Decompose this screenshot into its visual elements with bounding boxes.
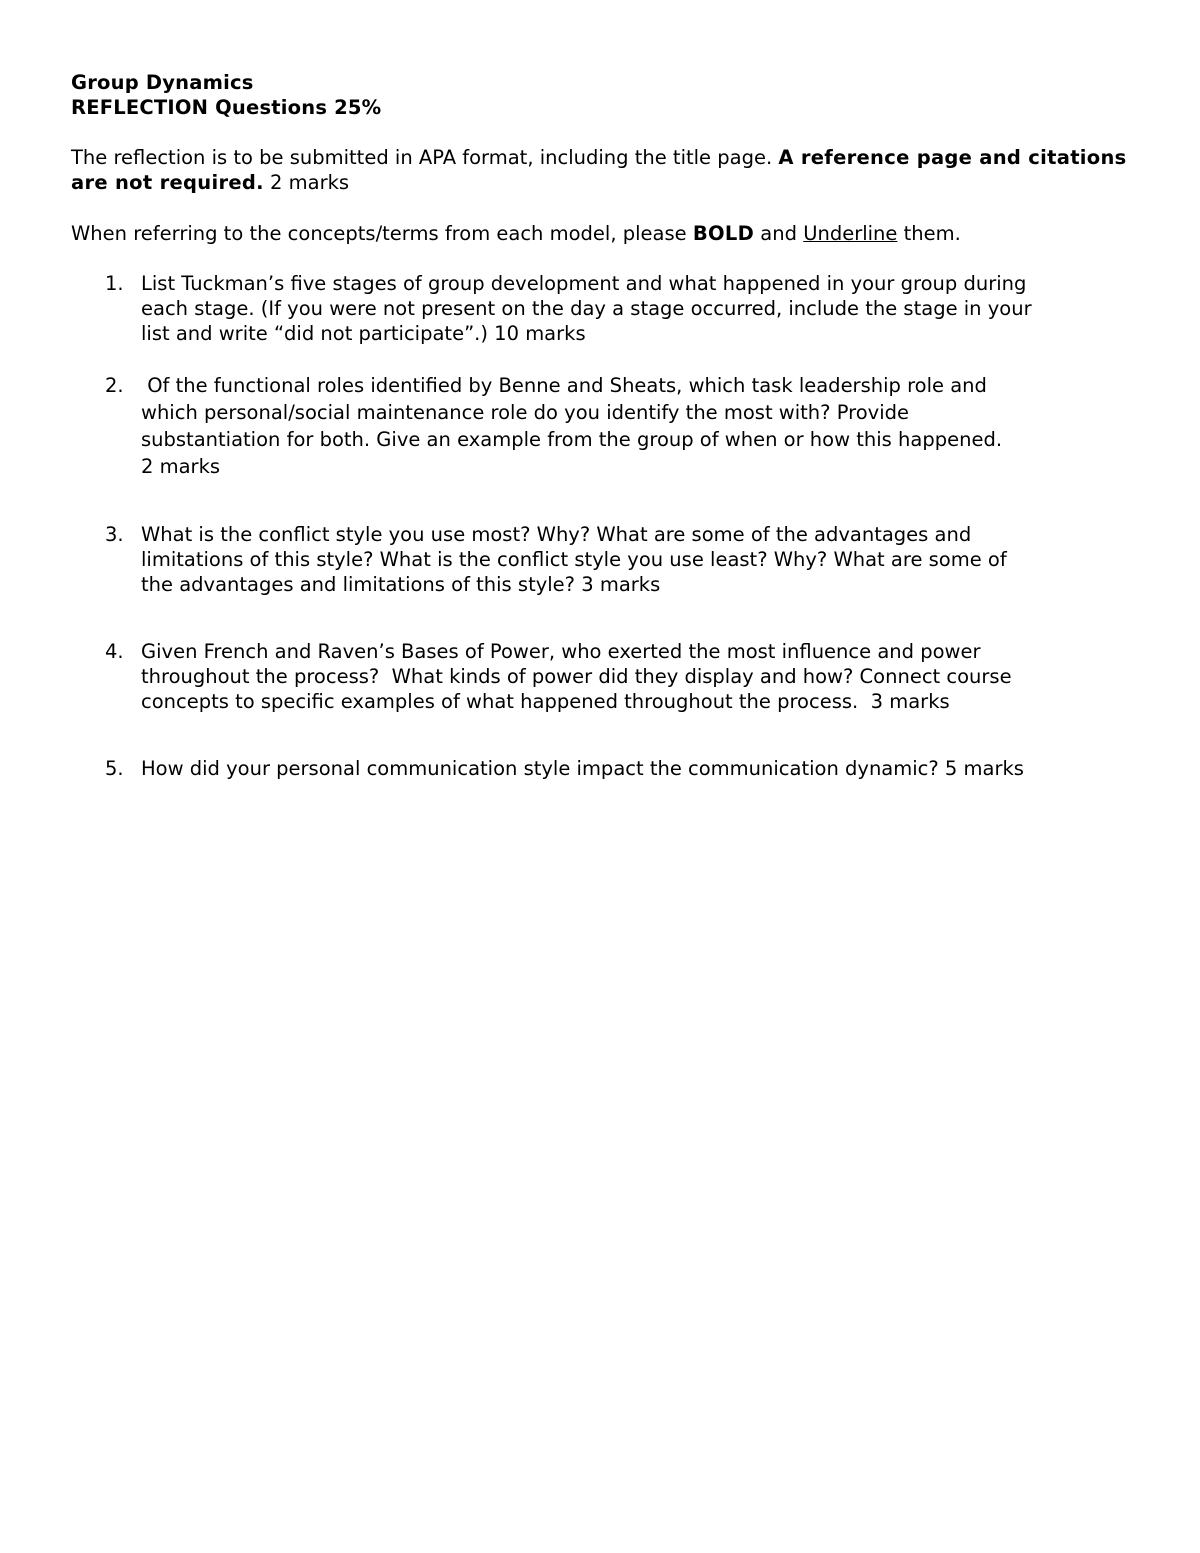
instruction-bold-word: BOLD	[692, 222, 755, 245]
question-line: What is the conflict style you use most? Why? What are some of the advantages and	[141, 523, 972, 546]
question-line: limitations of this style? What is the conflict style you use least? Why? What are some of	[141, 548, 1007, 571]
question-number: 3.	[105, 523, 124, 546]
question-line: each stage. (If you were not present on the day a stage occurred, include the stage in your	[141, 297, 1032, 320]
intro-bold-text: A reference page and citations are not required.	[71, 146, 1127, 194]
question-line: concepts to specific examples of what happened throughout the process. 3 marks	[141, 690, 950, 713]
document-body	[71, 70, 1136, 781]
question-item-2	[71, 372, 1136, 480]
intro-marks: 2 marks	[263, 171, 350, 194]
question-line: list and write “did not participate”.) 10 marks	[141, 322, 586, 345]
question-item-1	[71, 271, 1136, 346]
question-line: substantiation for both. Give an example from the group of when or how this happened.	[141, 428, 1003, 451]
instruction-underline-word: Underline	[803, 222, 898, 245]
question-line: 2 marks	[141, 455, 221, 478]
question-number: 2.	[105, 374, 124, 397]
question-line: How did your personal communication style impact the communication dynamic? 5 marks	[141, 757, 1024, 780]
instruction-text-middle: and	[754, 222, 804, 245]
question-list	[71, 271, 1136, 781]
question-line: the advantages and limitations of this style? 3 marks	[141, 573, 661, 596]
question-number: 5.	[105, 757, 124, 780]
question-line: Of the functional roles identified by Benne and Sheats, which task leadership role and	[141, 374, 987, 397]
document-subtitle: REFLECTION Questions 25%	[71, 96, 382, 119]
instruction-text-before: When referring to the concepts/terms from each model, please	[71, 222, 693, 245]
question-number: 4.	[105, 640, 124, 663]
document-title: Group Dynamics	[71, 71, 254, 94]
instruction-paragraph	[71, 221, 1136, 246]
question-line: which personal/social maintenance role do you identify the most with? Provide	[141, 401, 909, 424]
instruction-text-after: them.	[897, 222, 961, 245]
question-item-4	[71, 639, 1136, 714]
question-line: Given French and Raven’s Bases of Power, who exerted the most influence and power	[141, 640, 981, 663]
question-number: 1.	[105, 272, 124, 295]
question-line: throughout the process? What kinds of power did they display and how? Connect course	[141, 665, 1012, 688]
intro-text: The reflection is to be submitted in APA format, including the title page.	[71, 146, 779, 169]
question-line: List Tuckman’s five stages of group development and what happened in your group during	[141, 272, 1027, 295]
intro-paragraph	[71, 145, 1136, 195]
question-item-3	[71, 522, 1136, 597]
question-item-5	[71, 756, 1136, 781]
